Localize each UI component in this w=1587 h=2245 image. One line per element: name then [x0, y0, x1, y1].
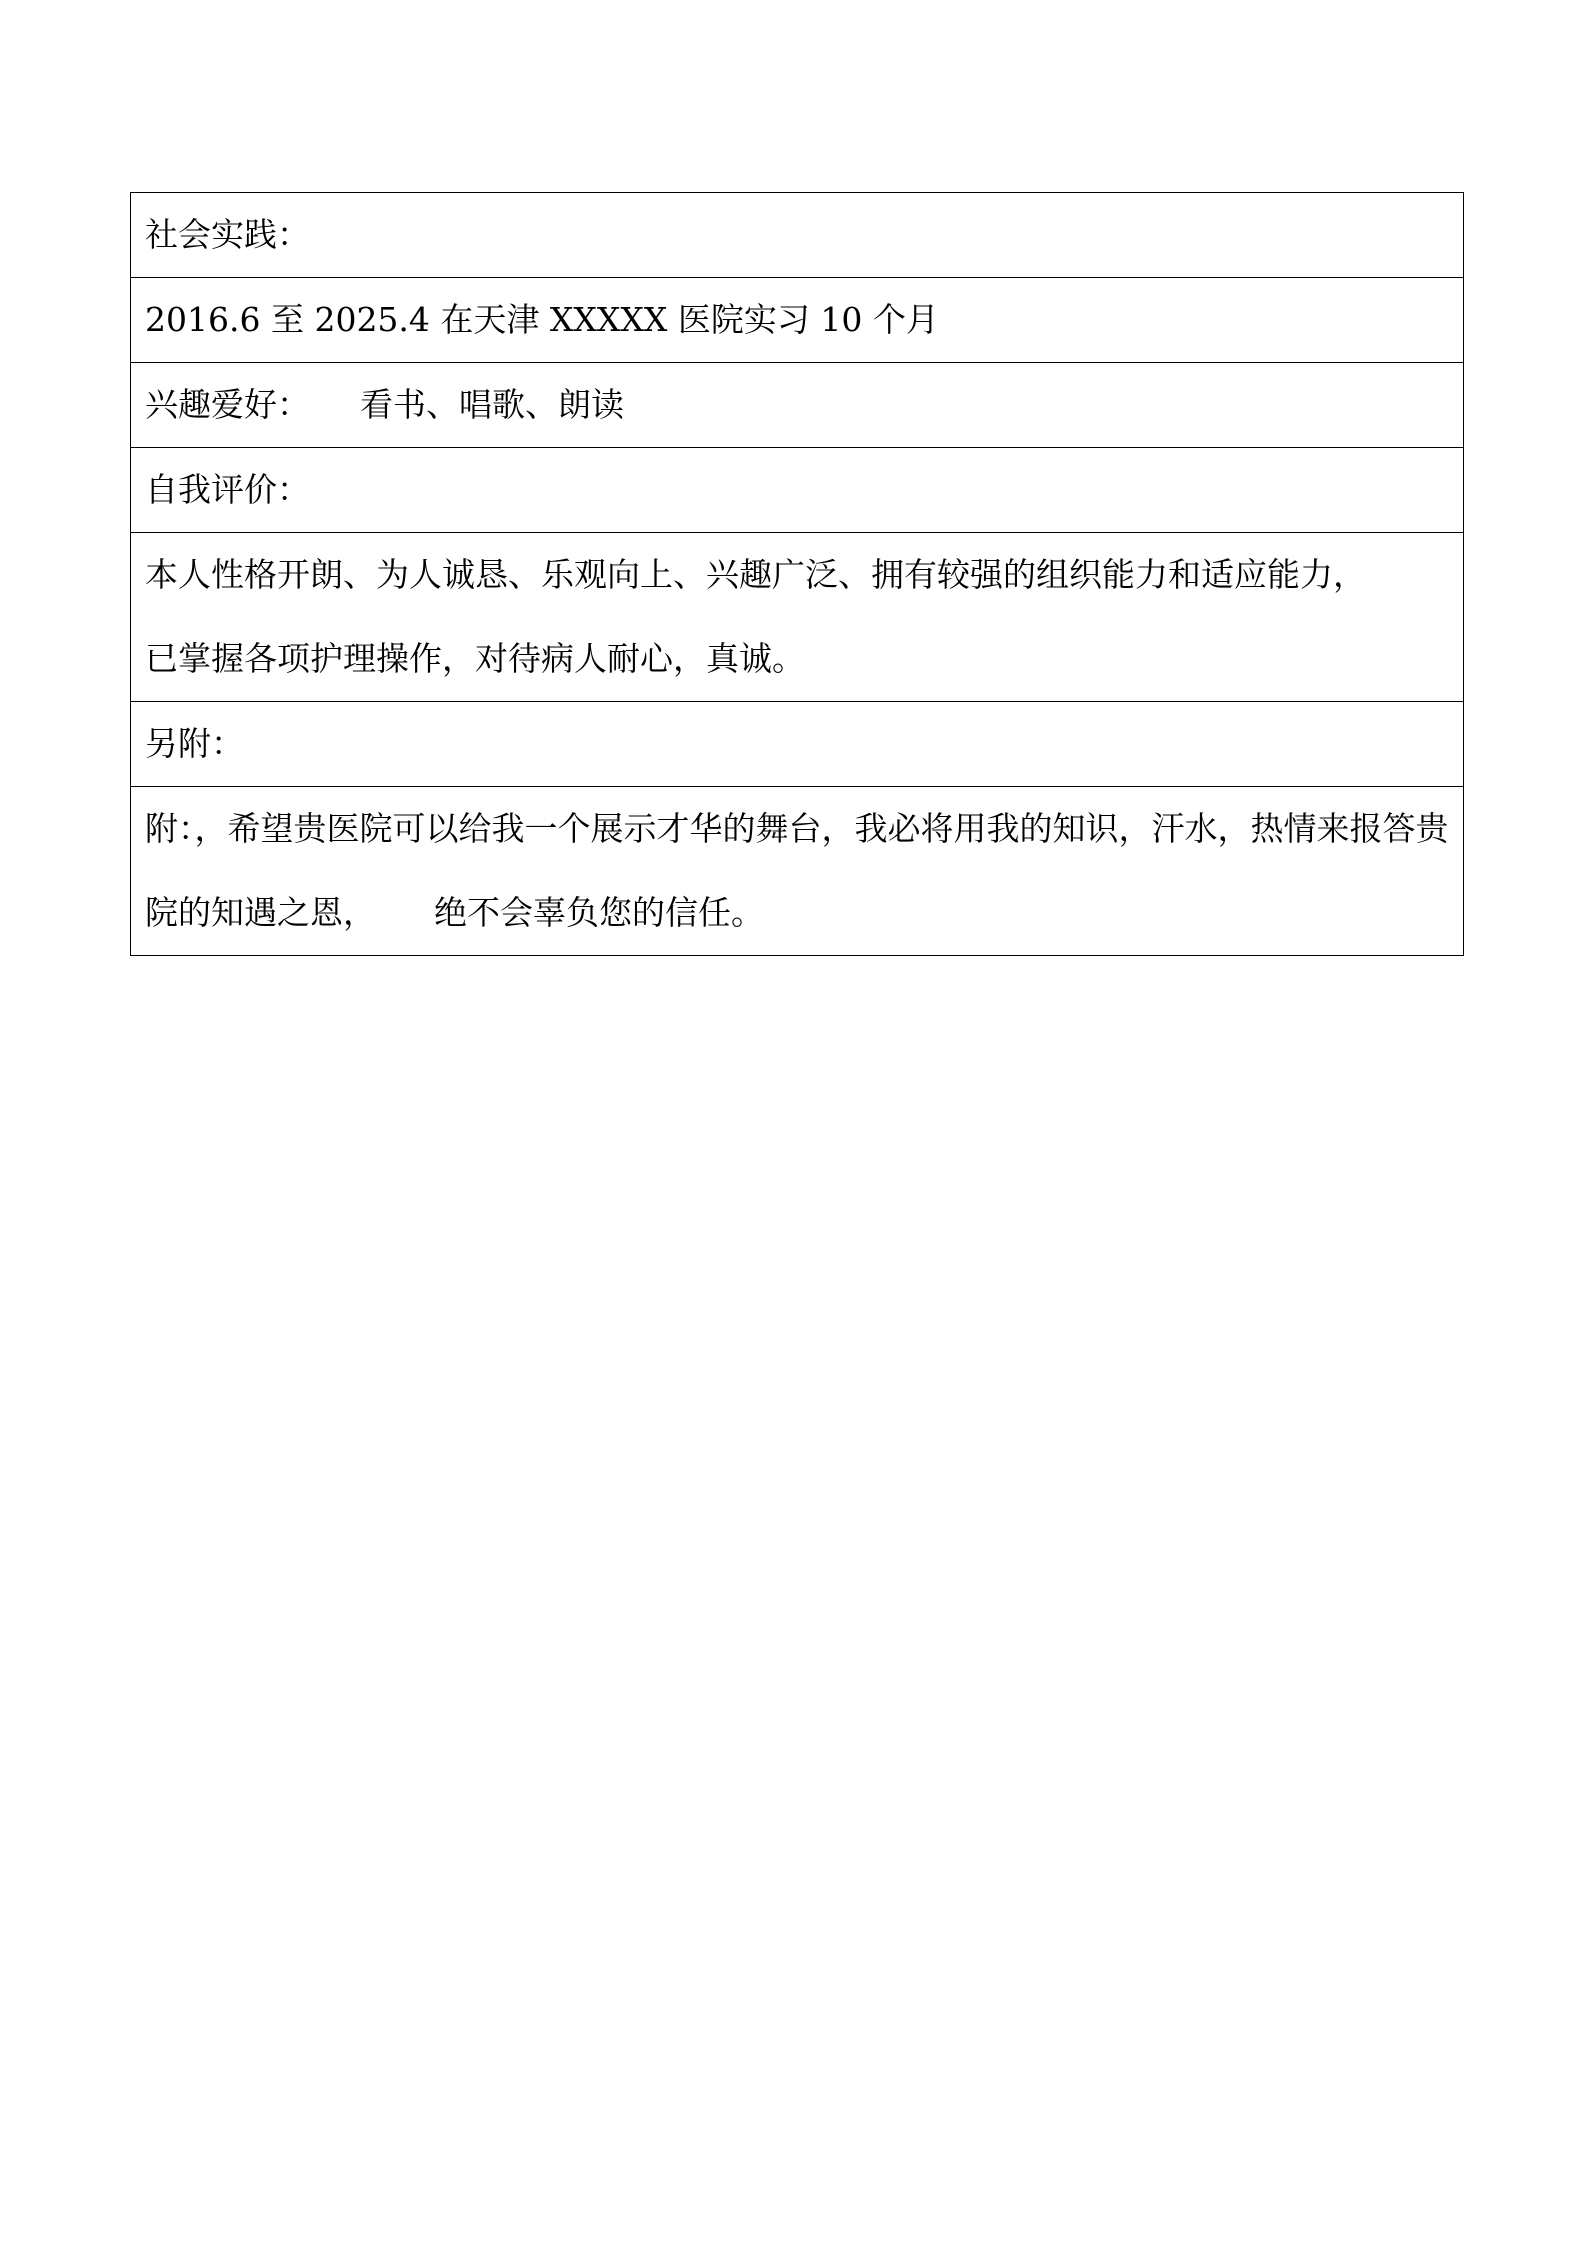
social-practice-value	[131, 278, 1464, 363]
table-row	[131, 787, 1464, 956]
table-row	[131, 278, 1464, 363]
attachment-label	[131, 702, 1464, 787]
self-evaluation-text-part-1: 本人性格开朗、为人诚恳、乐观向上、兴趣广泛、拥有较强的组织能力和适应能力，	[145, 555, 1366, 594]
hobbies-cell	[131, 363, 1464, 448]
attachment-value	[131, 787, 1464, 956]
attachment-text-part-2: 绝不会辜负您的信任。	[434, 893, 764, 932]
self-evaluation-label-text: 自我评价：	[145, 470, 310, 509]
table-row	[131, 702, 1464, 787]
resume-table	[130, 192, 1464, 956]
hobbies-label: 兴趣爱好：	[145, 385, 310, 424]
table-row	[131, 363, 1464, 448]
social-practice-label-text: 社会实践：	[145, 215, 310, 254]
table-row	[131, 448, 1464, 533]
attachment-text-part-1: 附：，希望贵医院可以给我一个展示才华的舞台，我必将用我的知识，汗水，热情来报答贵院的知遇之恩，	[145, 809, 1449, 932]
social-practice-value-text: 2016.6 至 2025.4 在天津 XXXXX 医院实习 10 个月	[145, 300, 939, 339]
table-row	[131, 533, 1464, 702]
hobbies-value: 看书、唱歌、朗读	[360, 385, 624, 424]
self-evaluation-label	[131, 448, 1464, 533]
social-practice-label	[131, 193, 1464, 278]
self-evaluation-value	[131, 533, 1464, 702]
self-evaluation-text-part-2: 已掌握各项护理操作，对待病人耐心，真诚。	[145, 639, 805, 678]
table-row	[131, 193, 1464, 278]
attachment-label-text: 另附：	[145, 724, 244, 763]
